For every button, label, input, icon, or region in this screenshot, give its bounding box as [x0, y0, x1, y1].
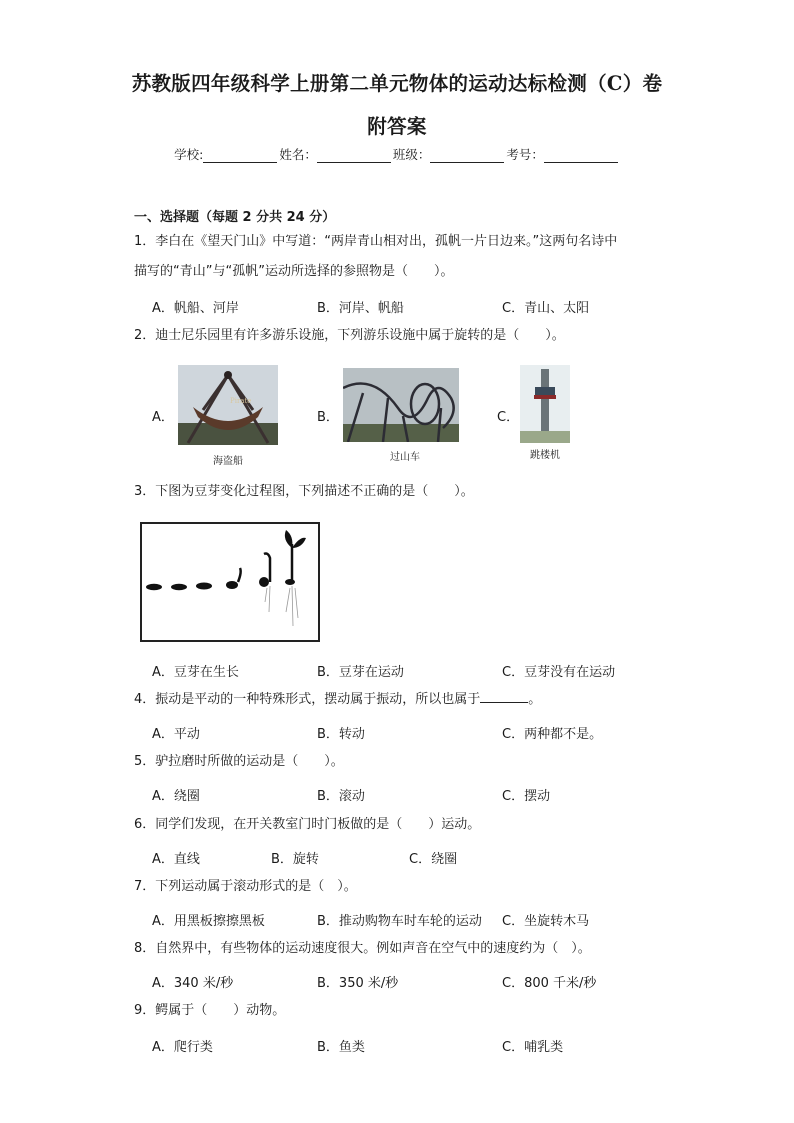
q4-option-a[interactable]: A．平动 [152, 727, 200, 742]
q4-option-c[interactable]: C．两种都不是。 [502, 727, 603, 742]
q2-option-a-label[interactable]: A． [152, 410, 174, 425]
roller-coaster-image[interactable] [343, 368, 459, 442]
class-field[interactable]: 班级： [393, 145, 507, 163]
pirate-ship-caption: 海盗船 [213, 456, 243, 467]
q9-option-a[interactable]: A．爬行类 [152, 1040, 213, 1055]
q6-option-c[interactable]: C．绕圈 [409, 852, 458, 867]
name-field[interactable]: 姓名： [279, 145, 393, 163]
question-7: 7．下列运动属于滚动形式的是（ ）。 [134, 879, 357, 894]
roller-coaster-caption: 过山车 [390, 452, 420, 463]
question-5: 5．驴拉磨时所做的运动是（ ）。 [134, 754, 344, 769]
question-2: 2．迪士尼乐园里有许多游乐设施，下列游乐设施中属于旋转的是（ ）。 [134, 328, 565, 343]
q4-option-b[interactable]: B．转动 [317, 727, 365, 742]
q1-option-a[interactable]: A．帆船、河岸 [152, 301, 239, 316]
school-field[interactable]: 学校: [174, 145, 279, 163]
page-title: 苏教版四年级科学上册第二单元物体的运动达标检测（C）卷 [131, 72, 663, 95]
q6-option-a[interactable]: A．直线 [152, 852, 200, 867]
page-subtitle: 附答案 [367, 115, 427, 138]
q7-option-b[interactable]: B．推动购物车时车轮的运动 [317, 914, 482, 929]
q6-option-b[interactable]: B．旋转 [271, 852, 319, 867]
q7-option-c[interactable]: C．坐旋转木马 [502, 914, 590, 929]
q7-option-a[interactable]: A．用黑板擦擦黑板 [152, 914, 265, 929]
q3-option-c[interactable]: C．豆芽没有在运动 [502, 665, 616, 680]
question-6: 6．同学们发现，在开关教室门时门板做的是（ ）运动。 [134, 817, 481, 832]
q3-option-a[interactable]: A．豆芽在生长 [152, 665, 239, 680]
q9-option-b[interactable]: B．鱼类 [317, 1040, 365, 1055]
q5-option-b[interactable]: B．滚动 [317, 789, 365, 804]
section-heading: 一、选择题（每题 2 分共 24 分） [134, 210, 336, 225]
question-8: 8．自然界中，有些物体的运动速度很大。例如声音在空气中的速度约为（ ）。 [134, 941, 591, 956]
q8-option-b[interactable]: B．350 米/秒 [317, 976, 399, 991]
q3-option-b[interactable]: B．豆芽在运动 [317, 665, 404, 680]
q5-option-c[interactable]: C．摆动 [502, 789, 551, 804]
question-4: 4．振动是平动的一种特殊形式，摆动属于振动，所以也属于 。 [134, 692, 542, 707]
drop-tower-image[interactable] [520, 365, 570, 443]
student-info-row [0, 145, 794, 163]
q2-option-c-label[interactable]: C． [497, 410, 520, 425]
question-1-line2: 描写的“青山”与“孤帆”运动所选择的参照物是（ ）。 [134, 264, 454, 279]
pirate-ship-image[interactable] [178, 365, 278, 445]
question-9: 9．鳄属于（ ）动物。 [134, 1003, 286, 1018]
bean-sprout-diagram [140, 522, 320, 642]
svg-text:Pirate: Pirate [230, 397, 252, 405]
q8-option-a[interactable]: A．340 米/秒 [152, 976, 234, 991]
q9-option-c[interactable]: C．哺乳类 [502, 1040, 564, 1055]
question-3: 3．下图为豆芽变化过程图，下列描述不正确的是（ ）。 [134, 484, 474, 499]
q5-option-a[interactable]: A．绕圈 [152, 789, 200, 804]
q4-answer-blank[interactable] [480, 690, 528, 703]
drop-tower-caption: 跳楼机 [530, 450, 560, 461]
q8-option-c[interactable]: C．800 千米/秒 [502, 976, 597, 991]
exam-number-field[interactable]: 考号： [506, 145, 620, 163]
question-1-line1: 1．李白在《望天门山》中写道：“两岸青山相对出，孤帆一片日边来。”这两句名诗中 [134, 234, 618, 249]
q2-option-b-label[interactable]: B． [317, 410, 339, 425]
q1-option-b[interactable]: B．河岸、帆船 [317, 301, 404, 316]
q1-option-c[interactable]: C．青山、太阳 [502, 301, 590, 316]
